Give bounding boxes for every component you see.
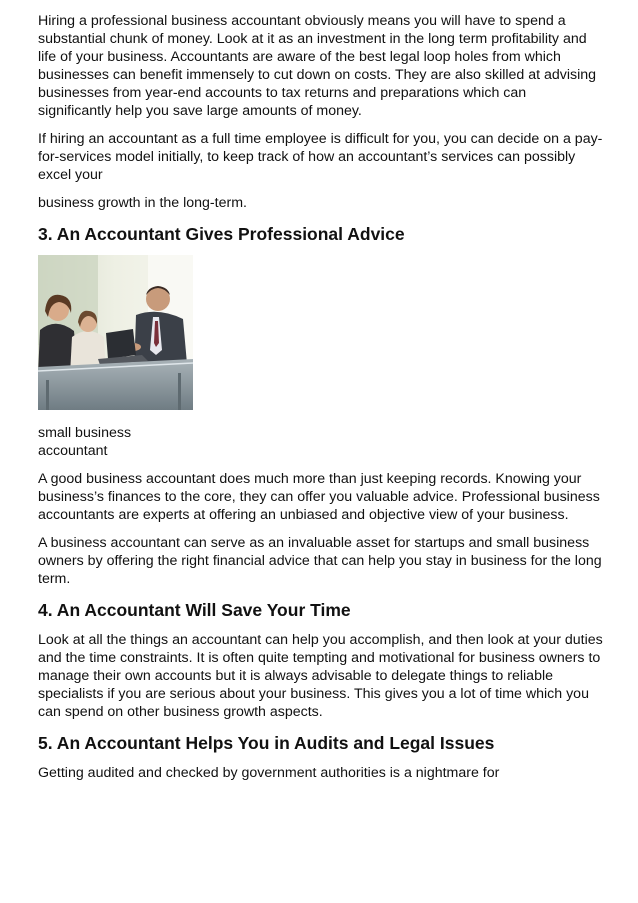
heading-professional-advice: 3. An Accountant Gives Professional Advice: [38, 224, 405, 244]
paragraph-good-accountant: A good business accountant does much more than just keeping records. Knowing your business’s finances to the core, they can offer you valuable advice. Professional business accountants are experts at offering an unbiased and objective view of your business.: [38, 471, 600, 523]
paragraph-pay-per-service: If hiring an accountant as a full time employee is difficult for you, you can decide on a pay-for-services model initially, to keep track of how an accountant’s services can possibly excel your: [38, 131, 603, 183]
paragraph-audits: Getting audited and checked by government authorities is a nightmare for: [38, 765, 500, 781]
paragraph-asset: A business accountant can serve as an invaluable asset for startups and small business owners by offering the right financial advice that can help you stay in business for the long term.: [38, 535, 602, 587]
heading-save-time: 4. An Accountant Will Save Your Time: [38, 600, 351, 620]
business-meeting-photo: [38, 255, 193, 410]
paragraph-growth: business growth in the long-term.: [38, 195, 247, 211]
image-caption-line1: small business: [38, 425, 132, 441]
image-caption-line2: accountant: [38, 443, 108, 459]
paragraph-hiring: Hiring a professional business accountant obviously means you will have to spend a substantial chunk of money. Look at it as an investment in the long term profitability and life of your business. Accountants are aware of the best legal loop holes from which businesses can benefit immensely to cut down on costs. They are also skilled at advising businesses from year-end accounts to tax returns and preparations which can significantly help you save large amounts of money.: [38, 13, 597, 119]
paragraph-time: Look at all the things an accountant can help you accomplish, and then look at your duties and the time constraints. It is often quite tempting and motivational for business owners to manage their own accounts but it is always advisable to delegate things to reliable specialists if you are serious about your business. This gives you a lot of time which you can spend on other business growth aspects.: [38, 632, 603, 720]
heading-audits: 5. An Accountant Helps You in Audits and Legal Issues: [38, 733, 495, 753]
document-page: [38, 12, 603, 782]
